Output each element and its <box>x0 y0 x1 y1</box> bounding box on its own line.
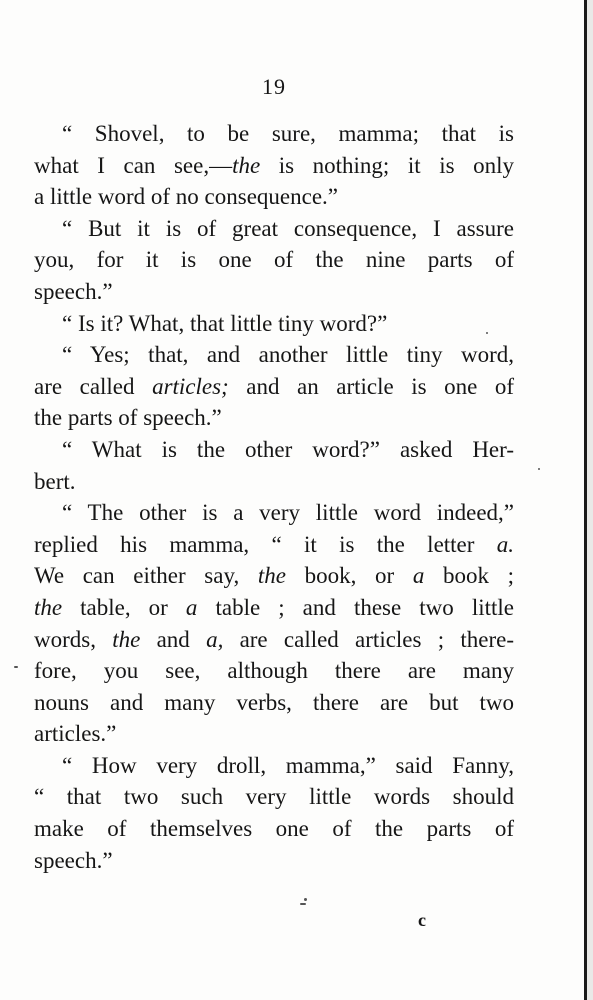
text-run: speech.” <box>34 278 113 304</box>
ink-speck <box>486 332 488 334</box>
text-run: make of themselves one of the parts of <box>34 816 514 842</box>
text-line <box>34 118 514 150</box>
text-run: “ that two such very little words should <box>34 784 514 810</box>
text-line <box>34 592 514 624</box>
text-run: “ Is it? What, that little tiny word?” <box>62 310 388 336</box>
text-run: “ Yes; that, and another little tiny word, <box>62 342 514 368</box>
text-line <box>34 529 514 561</box>
text-line <box>34 213 514 245</box>
italic-word: articles; <box>152 373 229 399</box>
ink-speck <box>300 903 306 905</box>
text-run: what I can see,— <box>34 152 233 178</box>
text-run: the parts of speech.” <box>34 405 222 431</box>
text-run: bert. <box>34 468 76 494</box>
page-edge-line <box>584 0 587 1000</box>
text-line <box>34 434 514 466</box>
text-run: table, or <box>62 594 186 620</box>
italic-word: the <box>112 626 141 652</box>
text-line <box>34 371 514 403</box>
text-run: are called articles ; there- <box>223 626 514 652</box>
text-line <box>34 150 514 182</box>
text-line <box>34 687 514 719</box>
text-line <box>34 308 514 340</box>
text-line <box>34 781 514 813</box>
text-line <box>34 244 514 276</box>
text-line <box>34 497 514 529</box>
text-run: “ Shovel, to be sure, mamma; that is <box>62 121 514 146</box>
text-run: words, <box>34 626 113 652</box>
page-number: 19 <box>262 74 286 99</box>
italic-word: a <box>185 594 198 620</box>
text-line <box>34 750 514 782</box>
page-edge-shadow <box>587 0 593 1000</box>
text-run: fore, you see, although there are many <box>34 658 514 684</box>
text-line <box>34 718 514 750</box>
text-run: table ; and these two little <box>197 594 514 620</box>
italic-word: a <box>412 563 425 589</box>
text-run: and an article is one of <box>228 373 514 399</box>
text-line <box>34 466 514 498</box>
text-line <box>34 276 514 308</box>
text-line <box>34 339 514 371</box>
text-run: and <box>140 626 207 652</box>
italic-word: the <box>257 563 286 589</box>
italic-word: a. <box>496 531 514 557</box>
signature-mark: c <box>418 910 427 930</box>
text-run: “ How very droll, mamma,” said Fanny, <box>62 752 514 778</box>
text-run: “ The other is a very little word indeed,” <box>62 500 514 526</box>
text-line <box>34 560 514 592</box>
text-run: you, for it is one of the nine parts of <box>34 247 514 273</box>
text-run: nouns and many verbs, there are but two <box>34 689 514 715</box>
italic-word: the <box>34 594 63 620</box>
text-run: are called <box>34 373 153 399</box>
text-run: book ; <box>424 563 515 589</box>
italic-word: the <box>232 152 261 178</box>
text-run: speech.” <box>34 847 113 873</box>
text-line <box>34 181 514 213</box>
text-run: replied his mamma, “ it is the letter <box>34 531 497 557</box>
text-line <box>34 813 514 845</box>
text-run: a little word of no consequence.” <box>34 184 338 210</box>
text-run: book, or <box>285 563 413 589</box>
text-line <box>34 845 514 877</box>
text-run: “ But it is of great consequence, I assure <box>62 215 514 241</box>
ink-speck <box>538 468 540 470</box>
text-line <box>34 402 514 434</box>
text-line <box>34 624 514 656</box>
text-run: is nothing; it is only <box>260 152 514 178</box>
ink-speck <box>14 666 18 668</box>
body-text <box>34 118 514 876</box>
text-run: We can either say, <box>34 563 258 589</box>
text-line <box>34 655 514 687</box>
text-run: “ What is the other word?” asked Her- <box>62 436 514 462</box>
ink-speck <box>304 898 307 901</box>
text-run: articles.” <box>34 721 117 747</box>
italic-word: a, <box>206 626 224 652</box>
